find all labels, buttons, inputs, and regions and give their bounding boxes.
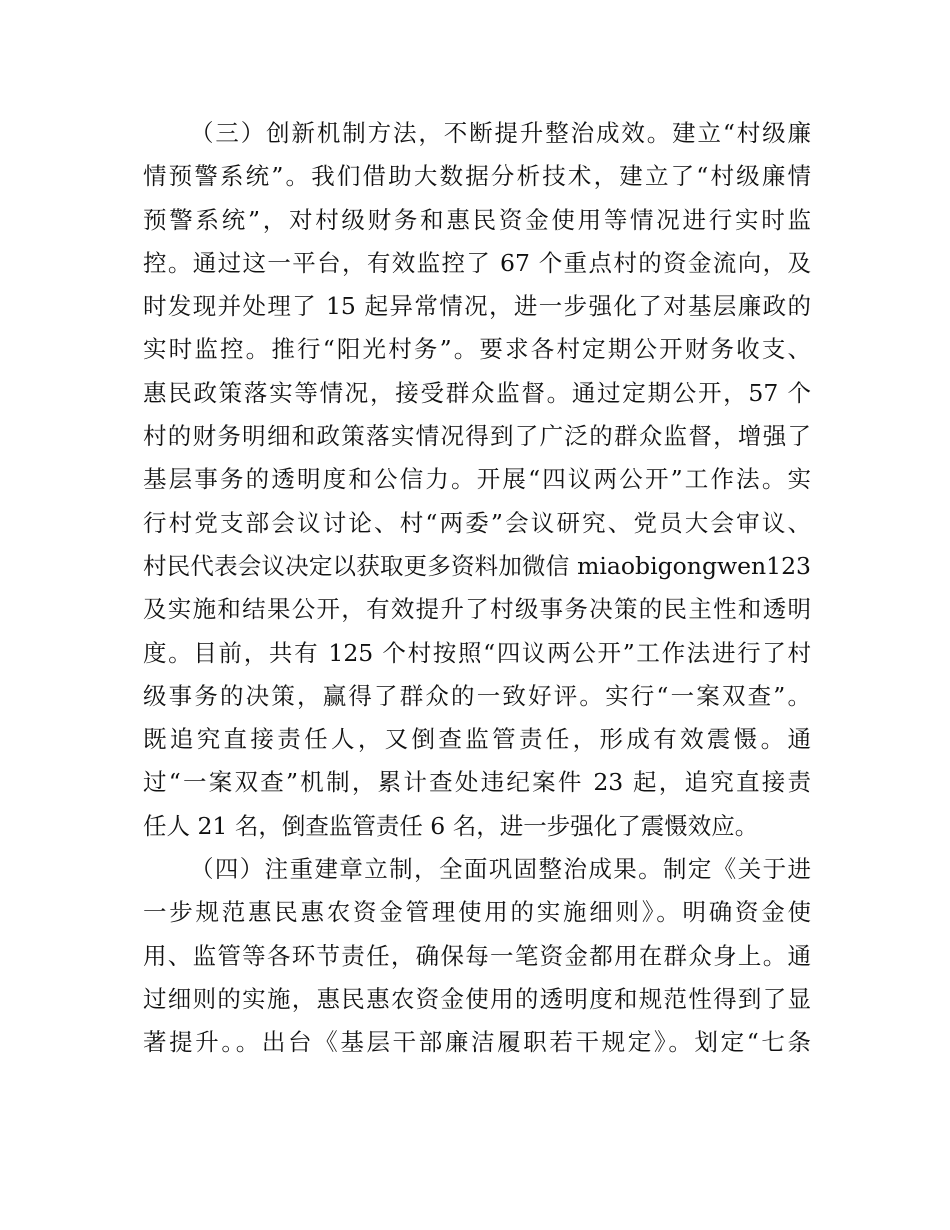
text-line: 用、监管等各环节责任，确保每一笔资金都用在群众身上。通 <box>143 941 811 970</box>
text-line: 预警系统”，对村级财务和惠民资金使用等情况进行实时监 <box>143 205 811 234</box>
text-line: 著提升。。出台《基层干部廉洁履职若干规定》。划定“七条 <box>143 1028 811 1057</box>
document-body <box>143 112 811 1065</box>
text-line: （四）注重建章立制，全面巩固整治成果。制定《关于进 <box>190 855 811 884</box>
text-line: 惠民政策落实等情况，接受群众监督。通过定期公开，57 个 <box>143 378 811 407</box>
paragraph-section-four <box>143 848 811 1064</box>
text-line: 及实施和结果公开，有效提升了村级事务决策的民主性和透明 <box>143 595 811 624</box>
text-line: 一步规范惠民惠农资金管理使用的实施细则》。明确资金使 <box>143 898 811 927</box>
text-line: 村民代表会议决定以获取更多资料加微信 miaobigongwen123 <box>143 551 811 580</box>
text-line: 情预警系统”。我们借助大数据分析技术，建立了“村级廉情 <box>143 162 811 191</box>
text-line: 任人 21 名，倒查监管责任 6 名，进一步强化了震慑效应。 <box>143 811 759 840</box>
text-line: 既追究直接责任人，又倒查监管责任，形成有效震慑。通 <box>143 725 811 754</box>
text-line: 过细则的实施，惠民惠农资金使用的透明度和规范性得到了显 <box>143 984 811 1013</box>
text-line: 时发现并处理了 15 起异常情况，进一步强化了对基层廉政的 <box>143 292 811 321</box>
text-line: （三）创新机制方法，不断提升整治成效。建立“村级廉 <box>190 119 811 147</box>
text-line: 实时监控。推行“阳光村务”。要求各村定期公开财务收支、 <box>143 335 811 364</box>
text-line: 村的财务明细和政策落实情况得到了广泛的群众监督，增强了 <box>143 422 811 451</box>
text-line: 行村党支部会议讨论、村“两委”会议研究、党员大会审议、 <box>143 508 811 537</box>
text-line: 基层事务的透明度和公信力。开展“四议两公开”工作法。实 <box>143 465 811 494</box>
paragraph-section-three <box>143 112 811 848</box>
text-line: 控。通过这一平台，有效监控了 67 个重点村的资金流向，及 <box>143 248 811 277</box>
text-line: 过“一案双查”机制，累计查处违纪案件 23 起，追究直接责 <box>143 768 811 797</box>
text-line: 级事务的决策，赢得了群众的一致好评。实行“一案双查”。 <box>143 681 811 710</box>
text-line: 度。目前，共有 125 个村按照“四议两公开”工作法进行了村 <box>143 638 811 667</box>
